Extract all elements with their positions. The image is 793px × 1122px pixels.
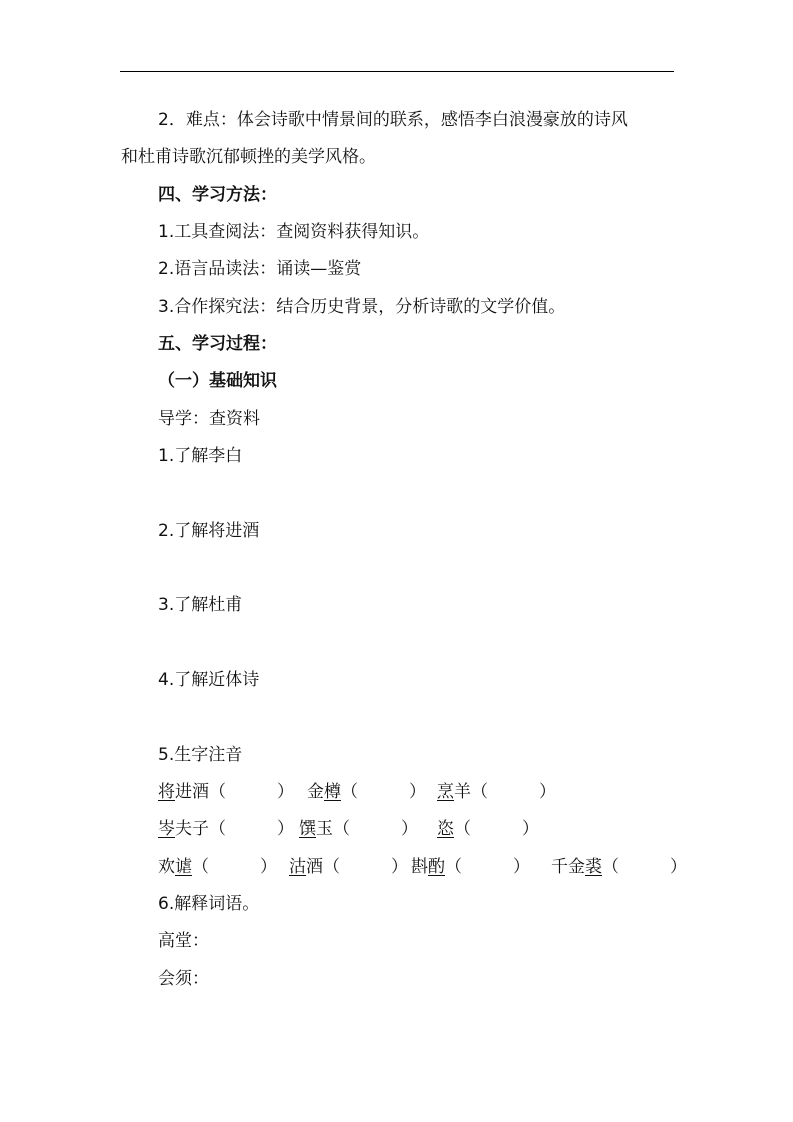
method-item: 3.合作探究法：结合历史背景，分析诗歌的文学价值。 (158, 297, 566, 317)
word-item: 高堂： (158, 931, 209, 951)
words-heading: 6.解释词语。 (158, 894, 260, 914)
blank-paren: （ ） (602, 857, 687, 877)
pinyin-entry: 岑夫子（ ） (158, 819, 294, 839)
pinyin-entry: 将进酒（ ） (158, 782, 294, 802)
target-char: 恣 (437, 819, 454, 839)
blank-paren: （ ） (323, 857, 408, 877)
target-char: 岑 (158, 819, 175, 839)
blank-paren: （ ） (471, 782, 556, 802)
blank-paren: （ ） (209, 819, 294, 839)
method-item: 1.工具查阅法：查阅资料获得知识。 (158, 222, 430, 242)
target-char: 谑 (175, 857, 192, 877)
word-item: 会须： (158, 969, 209, 989)
pinyin-entry: 欢谑（ ） (158, 857, 277, 877)
target-char: 樽 (324, 782, 341, 802)
subheading-basics: （一）基础知识 (158, 371, 277, 391)
target-char: 馔 (299, 819, 316, 839)
pinyin-entry: 千金裘（ ） (551, 857, 687, 877)
blank-paren: （ ） (341, 782, 426, 802)
method-item: 2.语言品读法：诵读—鉴赏 (158, 259, 362, 279)
target-char: 烹 (437, 782, 454, 802)
study-item: 2.了解将进酒 (158, 521, 260, 541)
guide-line: 导学：查资料 (158, 409, 260, 429)
difficulty-line-1: 2．难点：体会诗歌中情景间的联系，感悟李白浪漫豪放的诗风 (158, 110, 628, 130)
section-heading-process: 五、学习过程： (158, 334, 277, 354)
target-char: 酌 (428, 857, 445, 877)
header-rule (120, 71, 674, 72)
study-item: 3.了解杜甫 (158, 595, 243, 615)
blank-paren: （ ） (209, 782, 294, 802)
blank-paren: （ ） (333, 819, 418, 839)
blank-paren: （ ） (454, 819, 539, 839)
target-char: 沽 (289, 857, 306, 877)
target-char: 裘 (585, 857, 602, 877)
study-item: 4.了解近体诗 (158, 670, 260, 690)
pinyin-entry: 沽酒（ ） (289, 857, 408, 877)
difficulty-line-2: 和杜甫诗歌沉郁顿挫的美学风格。 (121, 147, 376, 167)
blank-paren: （ ） (445, 857, 530, 877)
section-heading-methods: 四、学习方法： (158, 185, 277, 205)
study-item: 5.生字注音 (158, 745, 243, 765)
pinyin-entry: 烹羊（ ） (437, 782, 556, 802)
pinyin-entry: 斟酌（ ） (411, 857, 530, 877)
pinyin-entry: 馔玉（ ） (299, 819, 418, 839)
target-char: 将 (158, 782, 175, 802)
blank-paren: （ ） (192, 857, 277, 877)
pinyin-entry (437, 818, 539, 840)
study-item: 1.了解李白 (158, 446, 243, 466)
pinyin-entry: 金樽（ ） (307, 782, 426, 802)
